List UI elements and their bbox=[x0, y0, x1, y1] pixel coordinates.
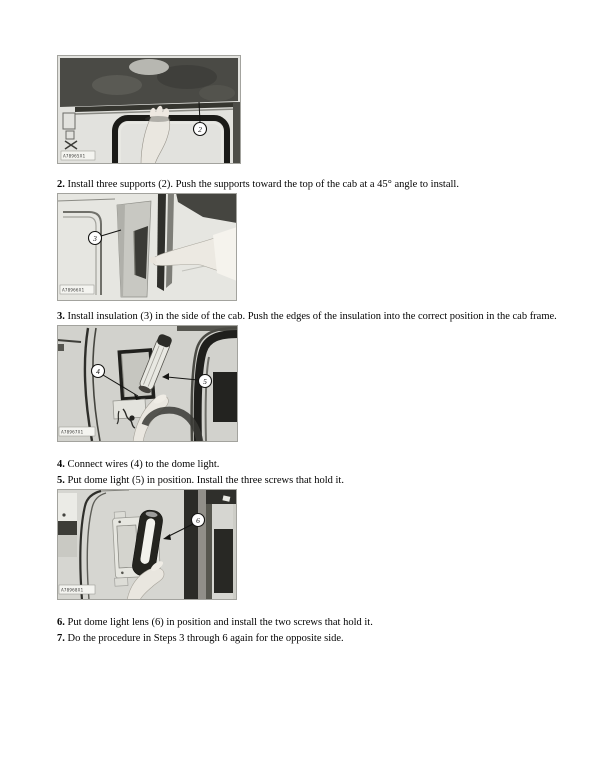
photo-install-supports bbox=[57, 55, 241, 164]
figure-install-lens bbox=[57, 489, 600, 600]
window-view bbox=[57, 521, 77, 535]
cab-pillar-insulation bbox=[117, 201, 151, 297]
step-5-text: Put dome light (5) in position. Install the three screws that hold it. bbox=[67, 475, 344, 486]
door-frame-band bbox=[184, 489, 198, 600]
callout-6-number: 6 bbox=[196, 516, 200, 525]
photo-connect-dome-light bbox=[57, 325, 238, 442]
step-6 bbox=[57, 615, 567, 631]
figure-install-insulation bbox=[57, 193, 600, 301]
step-4-text: Connect wires (4) to the dome light. bbox=[67, 459, 220, 470]
step-2 bbox=[57, 177, 567, 193]
photo-install-insulation bbox=[57, 193, 237, 301]
step-4-number: 4. bbox=[57, 459, 65, 470]
photo-id-label: A78966X1 bbox=[62, 287, 85, 293]
window-opening bbox=[214, 529, 233, 593]
step-6-text: Put dome light lens (6) in position and install the two screws that hold it. bbox=[67, 617, 373, 628]
step-2-text: Install three supports (2). Push the supports toward the top of the cab at a 45° angle to install. bbox=[67, 179, 459, 190]
figure-install-supports bbox=[57, 55, 600, 164]
photo-id-label: A78968X1 bbox=[61, 587, 84, 593]
photo-id-label: A78965X1 bbox=[63, 153, 86, 159]
step-4 bbox=[57, 457, 567, 473]
step-7-text: Do the procedure in Steps 3 through 6 again for the opposite side. bbox=[67, 633, 344, 644]
step-3 bbox=[57, 309, 567, 325]
step-5 bbox=[57, 473, 567, 489]
photo-id-label: A78967X1 bbox=[61, 429, 84, 435]
step-6-number: 6. bbox=[57, 617, 65, 628]
step-3-text: Install insulation (3) in the side of the cab. Push the edges of the insulation into the correct position in the cab frame. bbox=[67, 311, 557, 322]
step-3-number: 3. bbox=[57, 311, 65, 322]
callout-2-number: 2 bbox=[198, 125, 202, 134]
step-5-number: 5. bbox=[57, 475, 65, 486]
callout-5-number: 5 bbox=[203, 377, 207, 386]
step-7-number: 7. bbox=[57, 633, 65, 644]
callout-3-number: 3 bbox=[93, 234, 97, 243]
window-opening bbox=[213, 372, 238, 422]
figure-connect-dome-light bbox=[57, 325, 600, 442]
callout-4-number: 4 bbox=[96, 367, 100, 376]
photo-install-lens bbox=[57, 489, 237, 600]
step-2-number: 2. bbox=[57, 179, 65, 190]
step-7 bbox=[57, 631, 567, 647]
